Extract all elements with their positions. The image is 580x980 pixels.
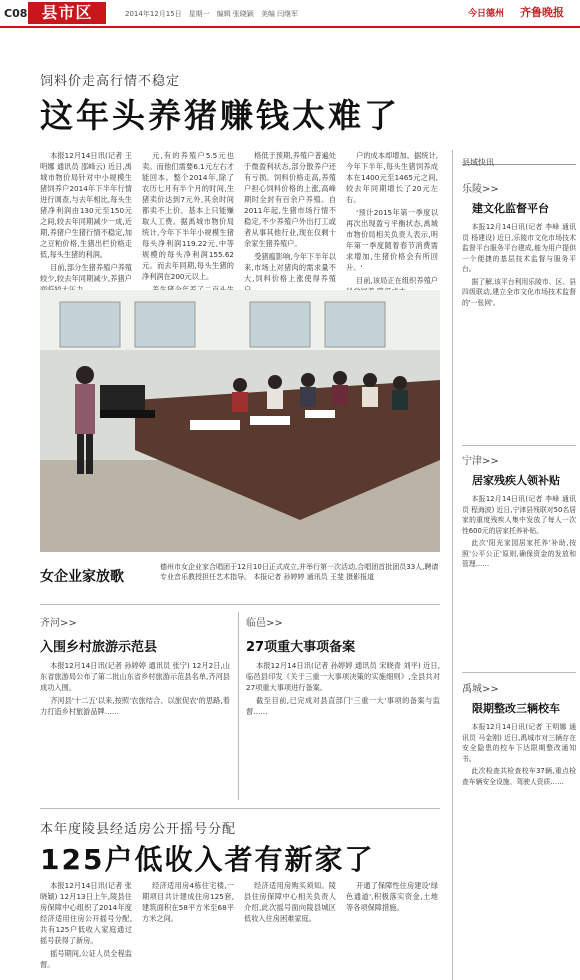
- paragraph: 本报12月14日讯(记者 李峰 通讯员 杨建设) 近日,乐陵市文化市场技术监督平台服务平台建成,能为用户提供一个便捷的基层技术监督与服务平台。: [462, 223, 576, 273]
- paragraph: 经济适用房4栋住宅楼,一期项目共计建成住房125套,建筑面积在58平方米至68平方米之间。: [142, 881, 234, 923]
- feature-title: 女企业家放歌: [40, 569, 124, 585]
- sidebar-body-yucheng: [462, 722, 576, 974]
- paragraph: 本报12月14日讯(记者 王明娜 通讯员 邵峰云) 近日,禹城市物价局针对中小规模生猪饲养户2014年下半年行情进行调查,与去年相比,每头生猪净利润由130元至150元之间,较去年同期减少一成,近期,养猪户生猪行情不稳定,加之豆粕价格,生猪出栏价格走低,每头生猪的利润。: [40, 151, 132, 259]
- paragraph: 户的成本却增加。据统计,今年下半年,每头生猪饲养成本在1400元至1465元之间,较去年同期增长了20元左右。: [346, 151, 438, 204]
- bottom-col-2: [142, 880, 234, 978]
- paragraph: 截至目前,已完成对县直部门'三重一大'事项的备案与监督……: [246, 696, 440, 716]
- paragraph: 格低于预期,养殖户普遍处于微盈利状态,部分散养户还有亏损。饲料价格走高,养殖户担心饲料价格的上涨,高峰期时全封有百余户养殖。自2011年起,生猪市场行情不稳定,不少养殖户外出打工或者从事其他行业,现在仅剩十余家生猪养殖户。: [244, 151, 336, 248]
- sidebar-title-ningjin: 居家残疾人领补贴: [472, 474, 560, 487]
- story-body-qihe: [40, 660, 230, 800]
- paragraph: 本报12月14日讯(记者 孙婷婷 通讯员 宋晓青 刘平) 近日,临邑县印发《关于三重一大事项决策的实施细则》,全县共对27项重大事项进行备案。: [246, 661, 440, 692]
- newspaper-logo: 齐鲁晚报: [520, 6, 564, 19]
- story-tag-qihe: 齐河>>: [40, 618, 77, 629]
- row-divider: [40, 808, 440, 809]
- paragraph: 本报12月14日讯(记者 王明娜 通讯员 马金刚) 近日,禹城市对三辆存在安全隐患的校车下达限期整改通知书。: [462, 723, 576, 763]
- paragraph: 经济适用房购买须知。陵县住房保障中心相关负责人介绍,此次摇号面向陵县城区低收入住房困难家庭。: [244, 881, 336, 923]
- row-divider: [40, 604, 440, 605]
- lead-col-1: [40, 150, 132, 283]
- paragraph: 此次'阳光家园居家托养'补助,按照'公平公正'原则,确保资金的发放和管理……: [462, 539, 576, 568]
- feature-photo: [40, 290, 440, 552]
- story-body-linyi: [246, 660, 440, 800]
- paragraph: 齐河县'十二五'以来,按照'农旅结合、以旅促农'的思路,着力打造乡村旅游品牌……: [40, 696, 230, 716]
- bottom-headline: 125户低收入者有新家了: [40, 843, 375, 876]
- lead-col-2: [142, 150, 234, 281]
- lead-col-3: [244, 150, 336, 283]
- column-divider: [238, 612, 239, 800]
- story-title-linyi: 27项重大事项备案: [246, 640, 356, 655]
- paragraph: 本报12月14日讯(记者 张晓颖) 12月13日上午,陵县住房保障中心组织了2014年度经济适用住房公开摇号分配,共有125户低收入家庭通过摇号获得了新房。: [40, 881, 132, 945]
- sidebar-tag-ningjin: 宁津>>: [462, 456, 499, 467]
- sidebar-body-ningjin: [462, 494, 576, 684]
- paragraph: 受猪瘟影响,今年下半年以来,市场上对猪肉的需求量不大,饲料价格上涨使得养殖: [244, 252, 336, 283]
- paragraph: 开通了保障性住房建设'绿色通道',积极落实资金,土地等各项保障措施。: [346, 881, 438, 912]
- sidebar-header: 县域快讯: [462, 158, 494, 167]
- bottom-col-1: [40, 880, 132, 978]
- page-number: C08: [4, 7, 28, 20]
- masthead-meta: 2014年12月15日 星期一 编辑 张晓颖 美编 闫继军: [125, 10, 299, 18]
- paragraph: 据了解,该平台利用乐陵市、区、县四级联动,建立全市文化市场技术监督的'一张网'。: [462, 277, 576, 307]
- bottom-col-3: [244, 880, 336, 978]
- paragraph: 元,有的养殖户5.5元也卖。而他们需要6.1元左右才能回本。整个2014年,除了农历七月有半个月的时间,生猪卖价达到7元外,其余时间都卖不上价。基本上只能赚取人工费。据禹城市物价局统计,今年下半年小规模生猪每头净利润119.22元,中等规模的每头净利润155.62元。而去年同期,每头生猪的净利润在200元以上。: [142, 151, 234, 281]
- feature-caption: 德州市女企业家合唱团于12月10日正式成立,并举行第一次活动,合唱团首批团员33人,聘请专业音乐教授担任艺术指导。 本报记者 孙婷婷 通讯员 王斐 摄影报道: [160, 563, 439, 581]
- story-tag-linyi: 临邑>>: [246, 618, 283, 629]
- brand-text: 今日德州: [468, 9, 505, 19]
- story-title-qihe: 入围乡村旅游示范县: [40, 640, 158, 655]
- sidebar-divider: [452, 150, 453, 980]
- choir-photo-illustration: [40, 290, 440, 552]
- lead-headline: 这年头养猪赚钱太难了: [40, 96, 400, 135]
- paragraph: 目前,部分生猪养殖户养殖较少,较去年同期减少,养猪户: [40, 263, 132, 283]
- paragraph: 本报12月14日讯(记者 李峰 通讯员 程海波) 近日,宁津县残联对50名居家的重度残疾人集中发放了每人一次性600元的居家托养补贴。: [462, 495, 576, 535]
- sidebar-body-leling: [462, 222, 576, 452]
- sidebar-header-box: [462, 150, 576, 165]
- sidebar-title-yucheng: 限期整改三辆校车: [472, 702, 560, 715]
- sidebar-separator: [462, 445, 576, 446]
- lead-col-4: [346, 150, 438, 285]
- sidebar-tag-yucheng: 禹城>>: [462, 684, 499, 695]
- section-label: 县市区: [28, 2, 106, 24]
- sidebar-tag-leling: 乐陵>>: [462, 184, 499, 195]
- sidebar-title-leling: 建文化监督平台: [472, 202, 549, 215]
- sidebar-separator: [462, 672, 576, 673]
- paragraph: 此次检查共检查校车37辆,重点检查车辆安全设施、驾驶人资质……: [462, 767, 576, 786]
- paragraph: 摇号期间,公证人员全程监督。: [40, 949, 132, 969]
- paragraph: '预计2015年第一季度以再次出现盈亏平衡状态,禹城市物价局相关负责人表示,明年第一季度随着春节消费需求增加,生猪价格会有所回升。': [346, 208, 438, 272]
- paragraph: 本报12月14日讯(记者 孙婷婷 通讯员 张宁) 12月2日,山东省旅游局公布了第二批山东省乡村旅游示范县名单,齐河县成功入围。: [40, 661, 230, 692]
- paragraph: 目前,该局正在组织养殖户: [356, 276, 438, 285]
- lead-kicker: 饲料价走高行情不稳定: [40, 74, 181, 89]
- bottom-col-4: [346, 880, 438, 978]
- bottom-kicker: 本年度陵县经适房公开摇号分配: [40, 822, 237, 837]
